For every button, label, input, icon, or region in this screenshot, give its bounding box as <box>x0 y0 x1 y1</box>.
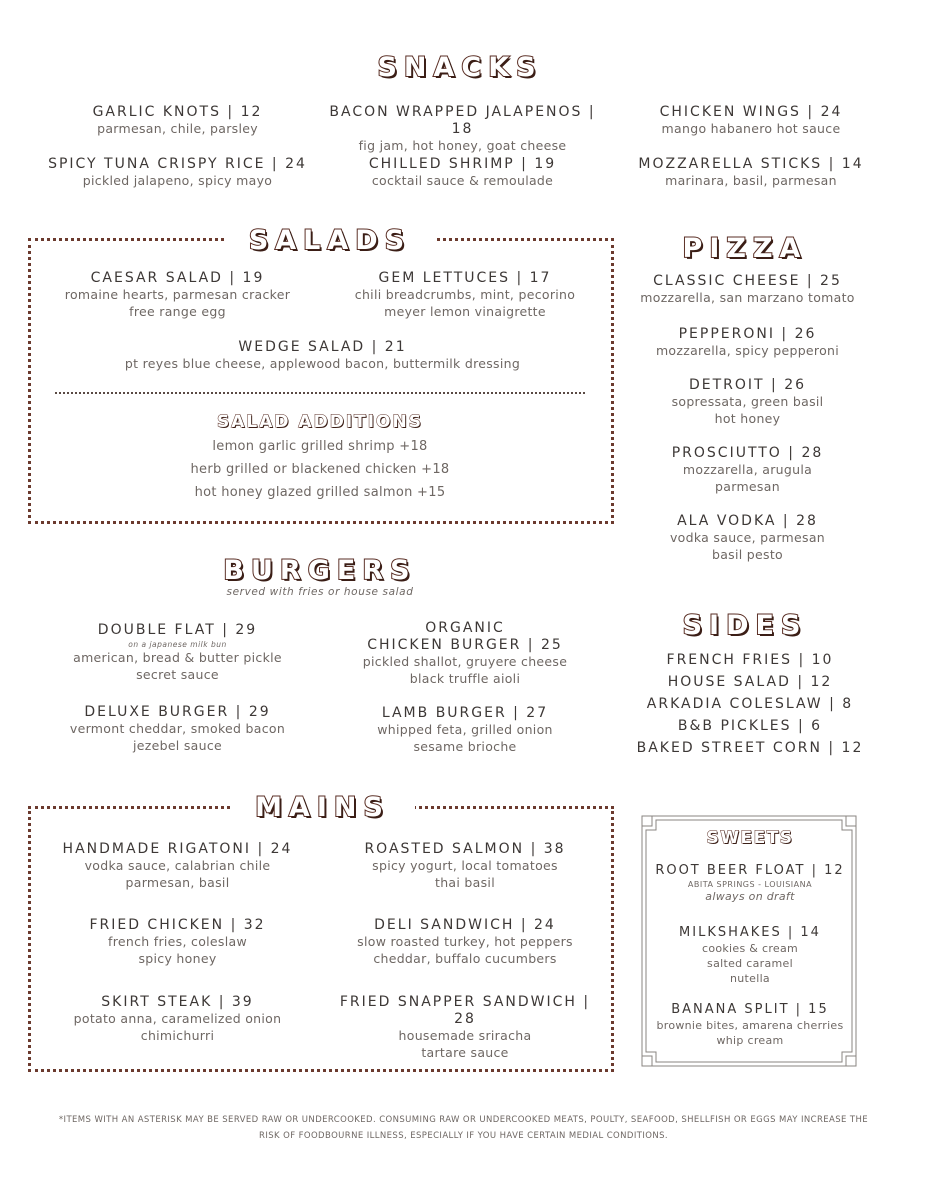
item-name: ROOT BEER FLOAT | 12 <box>655 863 845 878</box>
item-name: FRIED SNAPPER SANDWICH | 28 <box>339 994 591 1027</box>
footnote-line: RISK OF FOODBOURNE ILLNESS, ESPECIALLY IF YOU HAVE CERTAIN MEDIAL CONDITIONS. <box>259 1131 668 1141</box>
item-name: CAESAR SALAD | 19 <box>90 270 265 286</box>
menu-item-ala-vodka <box>625 513 870 563</box>
item-desc: jezebel sauce <box>132 737 223 753</box>
item-desc: chimichurri <box>140 1027 215 1043</box>
menu-item-banana-split <box>650 1001 850 1048</box>
side-item: B&B PICKLES | 6 <box>677 718 823 734</box>
item-desc: hot honey <box>714 410 781 426</box>
pizza-heading: PIZZA <box>682 233 808 264</box>
item-name: FRIED CHICKEN | 32 <box>89 917 266 933</box>
item-name: SKIRT STEAK | 39 <box>101 994 254 1010</box>
item-desc: tartare sauce <box>421 1044 509 1060</box>
item-desc: whip cream <box>716 1034 784 1047</box>
item-desc: slow roasted turkey, hot peppers <box>357 934 573 949</box>
item-desc: marinara, basil, parmesan <box>665 173 837 188</box>
footnote-line: *ITEMS WITH AN ASTERISK MAY BE SERVED RAW OR UNDERCOOKED. CONSUMING RAW OR UNDERCOOKED MEATS, POULTY, SEAFOOD, SHELLFISH OR EGGS MAY INCREASE THE <box>58 1115 869 1125</box>
item-name: WEDGE SALAD | 21 <box>238 339 407 355</box>
menu-item-wedge-salad <box>50 339 595 373</box>
side-item: FRENCH FRIES | 10 <box>666 652 834 668</box>
addition-item: herb grilled or blackened chicken +18 <box>190 462 450 477</box>
item-desc: cheddar, buffalo cucumbers <box>373 950 557 966</box>
side-item: HOUSE SALAD | 12 <box>667 674 833 690</box>
salad-additions-heading: SALAD ADDITIONS <box>217 412 423 432</box>
item-name: LAMB BURGER | 27 <box>381 705 549 721</box>
salads-divider <box>55 392 585 394</box>
item-name: CHICKEN BURGER | 25 <box>367 637 563 653</box>
menu-item-snapper-sandwich <box>330 994 600 1061</box>
menu-item-deli-sandwich <box>330 917 600 967</box>
menu-item-roasted-salmon <box>330 841 600 891</box>
item-desc: french fries, coleslaw <box>108 934 247 949</box>
item-desc: fig jam, hot honey, goat cheese <box>358 138 567 153</box>
item-desc: parmesan, basil <box>125 874 230 890</box>
menu-item-chilled-shrimp <box>320 156 605 190</box>
item-name: DOUBLE FLAT | 29 <box>97 622 258 638</box>
item-desc: cookies & cream <box>701 942 799 955</box>
item-desc: spicy honey <box>138 950 217 966</box>
item-desc: pickled shallot, gruyere cheese <box>362 654 568 669</box>
item-desc: sopressata, green basil <box>671 394 824 409</box>
menu-item-prosciutto <box>625 445 870 495</box>
menu-item-gem-lettuces <box>335 270 595 320</box>
sweets-heading: SWEETS <box>706 828 794 848</box>
item-desc: housemade sriracha <box>398 1028 532 1043</box>
item-desc: vermont cheddar, smoked bacon <box>69 721 286 736</box>
side-item: BAKED STREET CORN | 12 <box>636 740 864 756</box>
item-name: PEPPERONI | 26 <box>678 326 817 342</box>
menu-item-double-flat <box>45 622 310 683</box>
item-name: DELI SANDWICH | 24 <box>374 917 556 933</box>
side-item: ARKADIA COLESLAW | 8 <box>646 696 854 712</box>
item-desc: brownie bites, amarena cherries <box>656 1019 844 1032</box>
item-name: BACON WRAPPED JALAPENOS | 18 <box>329 104 596 137</box>
menu-item-classic-cheese <box>625 273 870 307</box>
item-name: HANDMADE RIGATONI | 24 <box>62 841 293 857</box>
item-desc: nutella <box>730 972 770 985</box>
item-desc: potato anna, caramelized onion <box>73 1011 282 1026</box>
item-name: DETROIT | 26 <box>688 377 807 393</box>
menu-item-rigatoni <box>45 841 310 891</box>
menu-item-root-beer-float <box>650 862 850 904</box>
item-desc: meyer lemon vinaigrette <box>384 303 546 319</box>
item-desc: free range egg <box>129 303 226 319</box>
snacks-heading: SNACKS <box>377 52 543 83</box>
item-name: SPICY TUNA CRISPY RICE | 24 <box>48 156 307 172</box>
allergen-footnote <box>20 1112 907 1144</box>
item-desc: spicy yogurt, local tomatoes <box>372 858 558 873</box>
menu-item-pepperoni <box>625 326 870 360</box>
item-desc: always on draft <box>705 890 795 903</box>
salads-heading: SALADS <box>225 225 435 256</box>
menu-item-tuna-crispy-rice <box>40 156 315 190</box>
item-desc: cocktail sauce & remoulade <box>371 173 554 188</box>
item-desc: thai basil <box>435 874 495 890</box>
menu-item-lamb-burger <box>335 705 595 755</box>
item-desc: secret sauce <box>136 666 219 682</box>
menu-item-deluxe-burger <box>45 704 310 754</box>
item-note: ABITA SPRINGS - LOUISIANA <box>687 880 813 889</box>
menu-item-skirt-steak <box>45 994 310 1044</box>
item-desc: pickled jalapeno, spicy mayo <box>82 173 273 188</box>
item-name: PROSCIUTTO | 28 <box>671 445 824 461</box>
item-desc: mozzarella, san marzano tomato <box>640 290 855 305</box>
addition-item: hot honey glazed grilled salmon +15 <box>194 485 446 500</box>
item-desc: romaine hearts, parmesan cracker <box>64 287 291 302</box>
menu-item-garlic-knots <box>40 104 315 138</box>
item-name: DELUXE BURGER | 29 <box>84 704 271 720</box>
menu-item-chicken-burger <box>335 620 595 687</box>
menu-item-fried-chicken <box>45 917 310 967</box>
item-desc: basil pesto <box>711 546 783 562</box>
sides-heading: SIDES <box>682 610 808 641</box>
item-desc: salted caramel <box>707 957 793 970</box>
item-desc: vodka sauce, calabrian chile <box>84 858 271 873</box>
item-name: MILKSHAKES | 14 <box>679 925 821 940</box>
item-desc: parmesan <box>715 478 780 494</box>
salad-additions-list <box>100 435 540 504</box>
item-name: GARLIC KNOTS | 12 <box>92 104 263 120</box>
item-desc: sesame brioche <box>413 738 517 754</box>
item-desc: whipped feta, grilled onion <box>377 722 553 737</box>
menu-item-caesar-salad <box>50 270 305 320</box>
item-note: on a japanese milk bun <box>128 640 227 649</box>
item-name: CHILLED SHRIMP | 19 <box>368 156 557 172</box>
item-name: CHICKEN WINGS | 24 <box>659 104 843 120</box>
item-name: GEM LETTUCES | 17 <box>378 270 552 286</box>
menu-item-detroit <box>625 377 870 427</box>
item-name: ROASTED SALMON | 38 <box>364 841 566 857</box>
sides-list <box>625 649 875 759</box>
item-desc: parmesan, chile, parsley <box>97 121 258 136</box>
item-desc: mozzarella, spicy pepperoni <box>655 343 840 358</box>
item-desc: mango habanero hot sauce <box>661 121 841 136</box>
burgers-heading: BURGERS <box>223 555 417 586</box>
item-desc: chili breadcrumbs, mint, pecorino <box>354 287 576 302</box>
item-desc: vodka sauce, parmesan <box>669 530 825 545</box>
addition-item: lemon garlic grilled shrimp +18 <box>212 439 428 454</box>
burgers-subtitle: served with fries or house salad <box>226 586 414 598</box>
item-desc: american, bread & butter pickle <box>73 650 282 665</box>
mains-heading: MAINS <box>230 792 415 823</box>
menu-item-bacon-jalapenos <box>320 104 605 155</box>
menu-item-mozzarella-sticks <box>615 156 887 190</box>
item-name: BANANA SPLIT | 15 <box>671 1002 829 1017</box>
item-desc: black truffle aioli <box>409 670 521 686</box>
item-name: ALA VODKA | 28 <box>677 513 818 529</box>
menu-item-milkshakes <box>650 924 850 986</box>
item-desc: pt reyes blue cheese, applewood bacon, buttermilk dressing <box>124 356 521 371</box>
menu-item-chicken-wings <box>615 104 887 138</box>
item-name: ORGANIC <box>425 620 505 636</box>
item-name: MOZZARELLA STICKS | 14 <box>638 156 864 172</box>
item-desc: mozzarella, arugula <box>682 462 813 477</box>
item-name: CLASSIC CHEESE | 25 <box>653 273 842 289</box>
